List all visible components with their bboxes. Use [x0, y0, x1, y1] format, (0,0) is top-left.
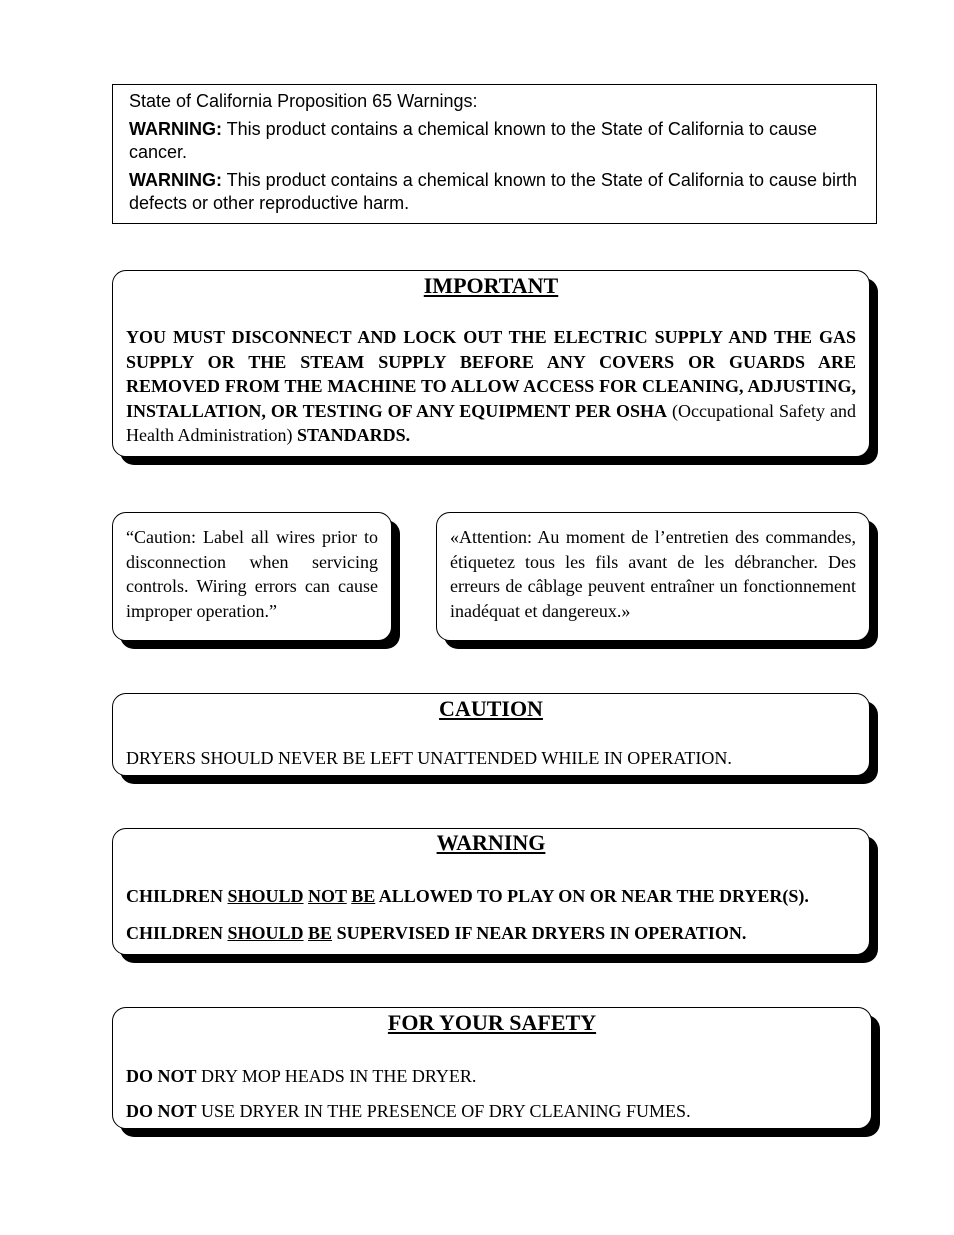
do-not-label: DO NOT [126, 1066, 197, 1086]
important-body [126, 325, 856, 448]
warning-underlined: SHOULD [227, 886, 304, 906]
important-body-bold: YOU MUST DISCONNECT AND LOCK OUT THE ELECTRIC SUPPLY AND THE GAS SUPPLY OR THE STEAM SUPPLY BEFORE ANY COVERS OR GUARDS ARE REMOVED FROM THE MACHINE TO ALLOW ACCESS FOR CLEANING, ADJUSTING, INSTALLATION, OR TESTING OF ANY EQUIPMENT PER OSHA [126, 327, 856, 421]
important-title: IMPORTANT [423, 273, 559, 298]
caution-body: DRYERS SHOULD NEVER BE LEFT UNATTENDED WHILE IN OPERATION. [126, 748, 732, 768]
warning-text: ALLOWED TO PLAY ON OR NEAR THE DRYER(S). [375, 886, 809, 906]
do-not-label: DO NOT [126, 1101, 197, 1121]
caution-english-box [112, 512, 392, 641]
warning-text: CHILDREN [126, 886, 228, 906]
warning-text: CHILDREN [126, 923, 228, 943]
warning-underlined: NOT [308, 886, 347, 906]
prop65-heading: State of California Proposition 65 Warnings: [129, 91, 478, 111]
warning-label: WARNING: [129, 170, 222, 190]
warning-title: WARNING [436, 830, 546, 855]
warning-text: This product contains a chemical known to the State of California to cause cancer. [129, 119, 817, 162]
caution-french-text: «Attention: Au moment de l’entretien des commandes, étiquetez tous les fils avant de les débrancher. Des erreurs de câblage peuvent entraîner un fonctionnement inadéquat et dangereux.» [450, 527, 856, 621]
warning-underlined: BE [351, 886, 376, 906]
caution-box [112, 693, 870, 776]
safety-line-2 [126, 1099, 858, 1123]
safety-line-1 [126, 1064, 858, 1088]
warning-text: This product contains a chemical known to the State of California to cause birth defects or other reproductive harm. [129, 170, 858, 213]
safety-text: USE DRYER IN THE PRESENCE OF DRY CLEANING FUMES. [196, 1101, 691, 1121]
safety-text: DRY MOP HEADS IN THE DRYER. [196, 1066, 477, 1086]
important-body-end: STANDARDS. [292, 425, 411, 445]
warning-underlined: BE [308, 923, 333, 943]
warning-text: SUPERVISED IF NEAR DRYERS IN OPERATION. [332, 923, 747, 943]
safety-title: FOR YOUR SAFETY [387, 1010, 597, 1035]
warning-underlined: SHOULD [227, 923, 304, 943]
safety-box [112, 1007, 872, 1129]
warning-label: WARNING: [129, 119, 222, 139]
warning-line-2 [126, 921, 856, 945]
prop65-warning-birth-defects [129, 169, 860, 215]
important-body-normal: (Occupational Safety and Health Administration) [126, 400, 856, 445]
warning-box [112, 828, 870, 955]
important-box [112, 270, 870, 457]
prop65-warning-box [112, 84, 877, 224]
caution-french-box [436, 512, 870, 641]
caution-english-text: “Caution: Label all wires prior to disconnection when servicing controls. Wiring errors can cause improper operation.” [126, 527, 378, 621]
prop65-warning-cancer [129, 118, 860, 164]
caution-title: CAUTION [439, 696, 543, 721]
warning-line-1 [126, 884, 856, 908]
